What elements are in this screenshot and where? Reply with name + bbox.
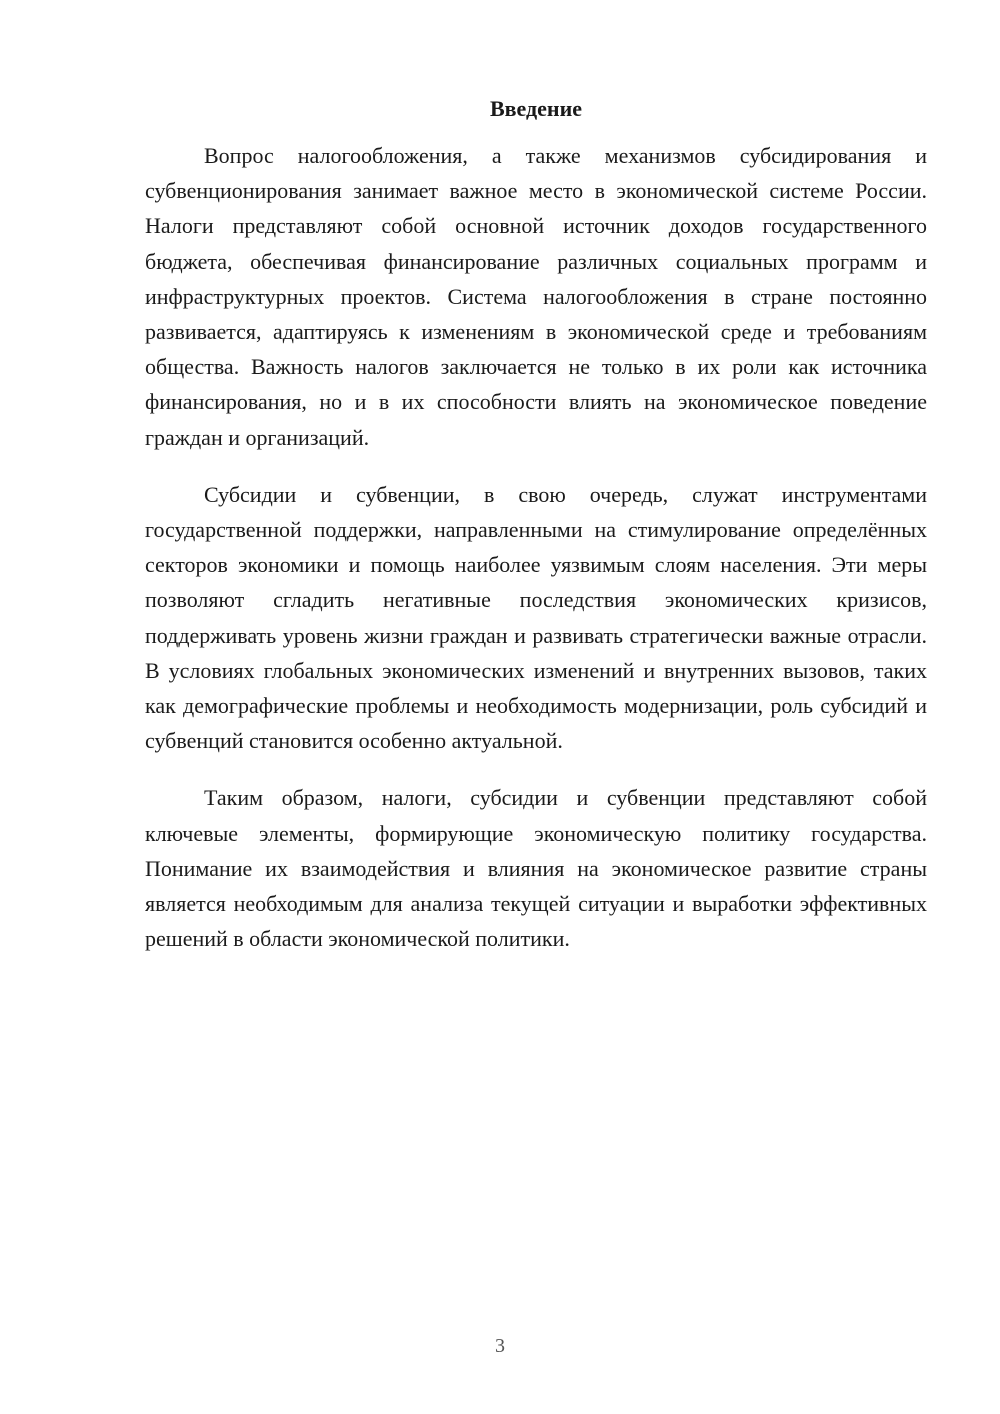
paragraph-subsidies: Субсидии и субвенции, в свою очередь, служат инструментами государственной поддержки, направленными на стимулирование определённых секторов экономики и помощь наиболее уязвимым слоям населения. Эти меры позволяют сгладить негативные последствия экономических кризисов, поддерживать уровень жизни граждан и развивать стратегически важные отрасли. В условиях глобальных экономических изменений и внутренних вызовов, таких как демографические проблемы и необходимость модернизации, роль субсидий и субвенций становится особенно актуальной. xyxy=(145,481,927,754)
page-content xyxy=(145,94,927,978)
paragraph-conclusion: Таким образом, налоги, субсидии и субвенции представляют собой ключевые элементы, формирующие экономическую политику государства. Понимание их взаимодействия и влияния на экономическое развитие страны является необходимым для анализа текущей ситуации и выработки эффективных решений в области экономической политики. xyxy=(145,785,927,952)
paragraph-taxation: Вопрос налогообложения, а также механизмов субсидирования и субвенционирования занимает важное место в экономической системе России. Налоги представляют собой основной источник доходов государственного бюджета, обеспечивая финансирование различных социальных программ и инфраструктурных проектов. Система налогообложения в стране постоянно развивается, адаптируясь к изменениям в экономической среде и требованиям общества. Важность налогов заключается не только в их роли как источника финансирования, но и в их способности влиять на экономическое поведение граждан и организаций. xyxy=(145,143,927,450)
page-number: 3 xyxy=(495,1335,505,1357)
page-title: Введение xyxy=(489,96,583,121)
